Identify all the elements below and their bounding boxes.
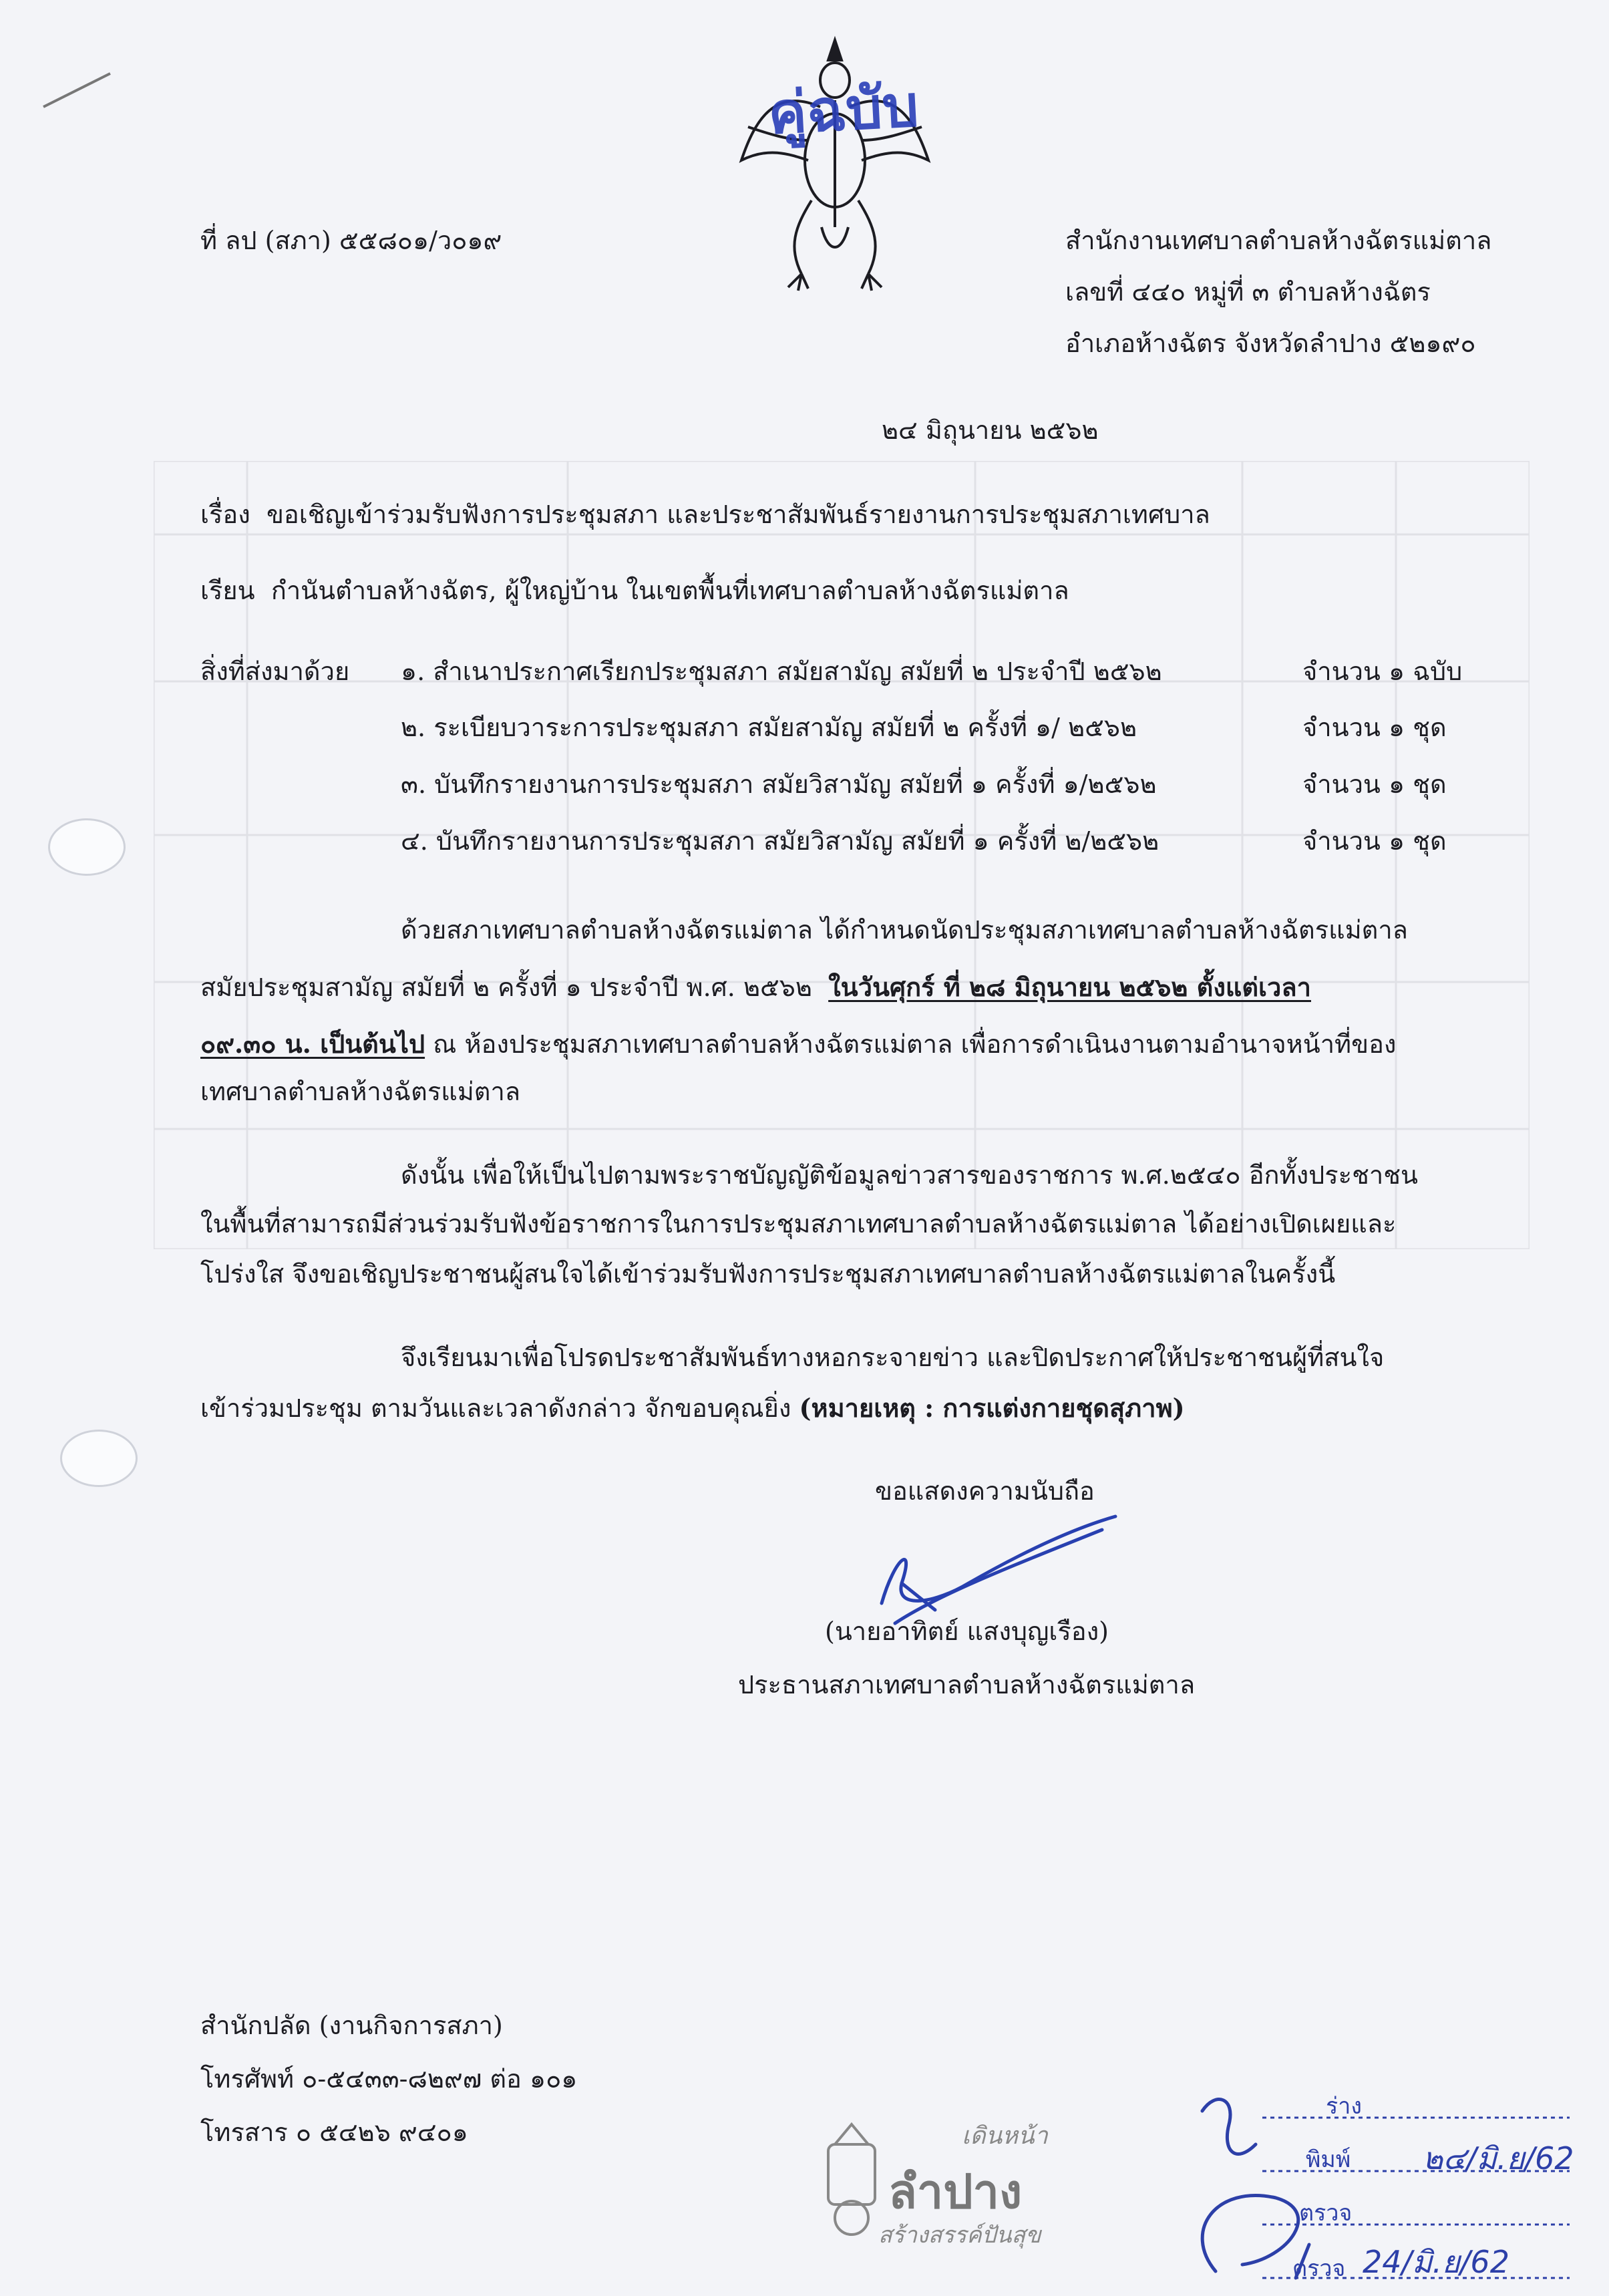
enclosure-qty: จำนวน ๑ ชุด (1302, 770, 1447, 799)
body-paragraph-1-line: ด้วยสภาเทศบาลตำบลห้างฉัตรแม่ตาล ได้กำหนดนัดประชุมสภาเทศบาลตำบลห้างฉัตรแม่ตาล (401, 915, 1408, 945)
meeting-date: ในวันศุกร์ ที่ ๒๘ มิถุนายน ๒๕๖๒ ตั้งแต่เวลา (828, 972, 1311, 1002)
footer-phone: โทรศัพท์ ๐-๕๔๓๓-๘๒๙๗ ต่อ ๑๐๑ (200, 2064, 578, 2094)
reference-number: ที่ ลป (สภา) ๕๕๘๐๑/ว๐๑๙ (200, 226, 502, 255)
stamp-row-label: ร่าง (1326, 2093, 1362, 2120)
stamp-row-label: พิมพ์ (1306, 2146, 1351, 2173)
body-paragraph-2-line: โปร่งใส จึงขอเชิญประชาชนผู้สนใจได้เข้าร่วมรับฟังการประชุมสภาเทศบาลตำบลห้างฉัตรแม่ตาลในครั้งนี้ (200, 1259, 1336, 1289)
dress-code-note: (หมายเหตุ : การแต่งกายชุดสุภาพ) (799, 1393, 1185, 1423)
salutation: ขอแสดงความนับถือ (875, 1476, 1095, 1506)
stamp-row-value: 24/มิ.ย/62 (1363, 2244, 1509, 2280)
subject-label: เรื่อง (200, 500, 250, 529)
stamp-row-value: ๒๔/มิ.ย/62 (1423, 2140, 1574, 2176)
signature (855, 1503, 1122, 1630)
enclosures-label: สิ่งที่ส่งมาด้วย (200, 657, 350, 686)
office-address-line2: เลขที่ ๔๔๐ หมู่ที่ ๓ ตำบลห้างฉัตร (1065, 277, 1431, 307)
enclosure-item: ๑. สำเนาประกาศเรียกประชุมสภา สมัยสามัญ สมัยที่ ๒ ประจำปี ๒๕๖๒ (401, 657, 1162, 686)
subject (200, 500, 1210, 530)
enclosure-item: ๔. บันทึกรายงานการประชุมสภา สมัยวิสามัญ สมัยที่ ๑ ครั้งที่ ๒/๒๕๖๒ (401, 826, 1159, 856)
document-date: ๒๔ มิถุนายน ๒๕๖๒ (882, 416, 1099, 445)
logo-tagline-top: เดินหน้า (962, 2122, 1048, 2150)
logo-tagline-bottom: สร้างสรรค์ปันสุข (878, 2222, 1041, 2249)
body-paragraph-3-line (200, 1393, 1185, 1424)
stamp-row-label: ตรวจ (1299, 2200, 1353, 2227)
body-paragraph-2-line: ดังนั้น เพื่อให้เป็นไปตามพระราชบัญญัติข้อมูลข่าวสารของราชการ พ.ศ.๒๕๔๐ อีกทั้งประชาชน (401, 1160, 1418, 1190)
body-paragraph-1-line (200, 972, 1311, 1003)
footer-department: สำนักปลัด (งานกิจการสภา) (200, 2011, 503, 2040)
copy-stamp: คู่ฉบับ (766, 73, 920, 148)
recipient-text: กำนันตำบลห้างฉัตร, ผู้ใหญ่บ้าน ในเขตพื้นที่เทศบาลตำบลห้างฉัตรแม่ตาล (271, 576, 1069, 605)
signatory-position: ประธานสภาเทศบาลตำบลห้างฉัตรแม่ตาล (738, 1670, 1196, 1699)
closing-request: เข้าร่วมประชุม ตามวันและเวลาดังกล่าว จักขอบคุณยิ่ง (200, 1393, 791, 1423)
meeting-time: ๐๙.๓๐ น. เป็นต้นไป (200, 1029, 425, 1059)
enclosure-qty: จำนวน ๑ ฉบับ (1302, 657, 1463, 686)
office-address-line1: สำนักงานเทศบาลตำบลห้างฉัตรแม่ตาล (1065, 226, 1492, 255)
meeting-session: สมัยประชุมสามัญ สมัยที่ ๒ ครั้งที่ ๑ ประจำปี พ.ศ. ๒๕๖๒ (200, 973, 812, 1002)
enclosure-item: ๒. ระเบียบวาระการประชุมสภา สมัยสามัญ สมัยที่ ๒ ครั้งที่ ๑/ ๒๕๖๒ (401, 713, 1137, 742)
meeting-place: ณ ห้องประชุมสภาเทศบาลตำบลห้างฉัตรแม่ตาล เพื่อการดำเนินงานตามอำนาจหน้าที่ของ (433, 1029, 1397, 1059)
recipient (200, 576, 1069, 607)
footer-fax: โทรสาร ๐ ๕๔๒๖ ๙๔๐๑ (200, 2118, 468, 2147)
enclosure-qty: จำนวน ๑ ชุด (1302, 713, 1447, 742)
body-paragraph-3-line: จึงเรียนมาเพื่อโปรดประชาสัมพันธ์ทางหอกระจายข่าว และปิดประกาศให้ประชาชนผู้ที่สนใจ (401, 1343, 1385, 1372)
punch-hole (60, 1430, 138, 1487)
office-address-line3: อำเภอห้างฉัตร จังหวัดลำปาง ๕๒๑๙๐ (1065, 329, 1476, 358)
stamp-row-label: ตรวจ (1292, 2255, 1346, 2282)
subject-text: ขอเชิญเข้าร่วมรับฟังการประชุมสภา และประชาสัมพันธ์รายงานการประชุมสภาเทศบาล (266, 500, 1210, 529)
enclosure-item: ๓. บันทึกรายงานการประชุมสภา สมัยวิสามัญ สมัยที่ ๑ ครั้งที่ ๑/๒๕๖๒ (401, 770, 1157, 799)
signatory-name: (นายอาทิตย์ แสงบุญเรือง) (825, 1617, 1109, 1646)
punch-hole (48, 818, 126, 876)
body-paragraph-1-line: เทศบาลตำบลห้างฉัตรแม่ตาล (200, 1077, 521, 1106)
body-paragraph-1-line (200, 1029, 1396, 1060)
enclosure-qty: จำนวน ๑ ชุด (1302, 826, 1447, 856)
body-paragraph-2-line: ในพื้นที่สามารถมีส่วนร่วมรับฟังข้อราชการในการประชุมสภาเทศบาลตำบลห้างฉัตรแม่ตาล ได้อย่างเปิดเผยและ (200, 1209, 1397, 1239)
recipient-label: เรียน (200, 576, 255, 605)
pen-mark (40, 67, 114, 114)
logo-wordmark: ลำปาง (888, 2164, 1023, 2219)
